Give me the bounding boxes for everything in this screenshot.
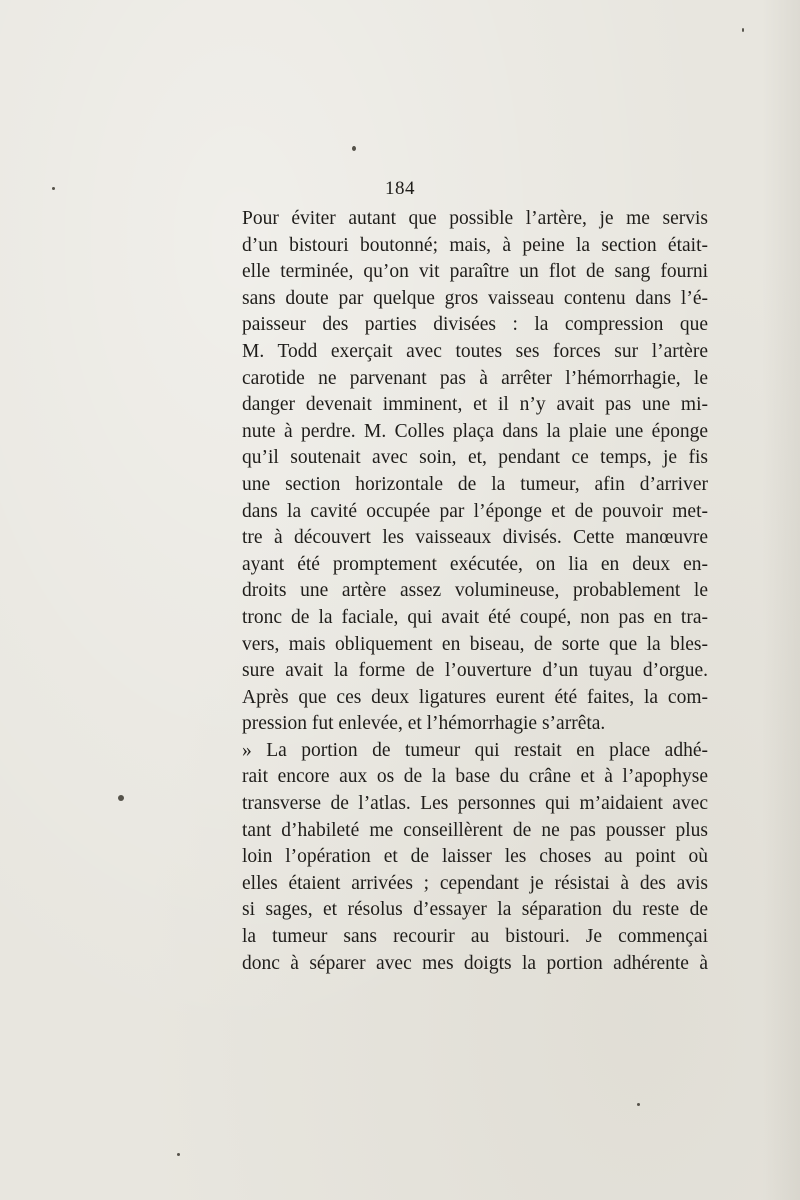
text-line: pression fut enlevée, et l’hémorrhagie s’arrêta. [242, 713, 606, 735]
paper-speck [52, 187, 55, 190]
text-line: donc à séparer avec mes doigts la portion adhérente à [242, 952, 708, 974]
text-line: danger devenait imminent, et il n’y avait pas une mi- [242, 394, 708, 416]
text-line: tant d’habileté me conseillèrent de ne pas pousser plus [242, 819, 708, 841]
paper-speck [637, 1103, 640, 1106]
text-line: elles étaient arrivées ; cependant je résistai à des avis [242, 872, 708, 894]
paper-speck [177, 1153, 180, 1156]
paper-speck [742, 28, 744, 32]
text-line: nute à perdre. M. Colles plaça dans la plaie une éponge [242, 420, 708, 442]
text-line: Après que ces deux ligatures eurent été faites, la com- [242, 686, 708, 708]
text-line: d’un bistouri boutonné; mais, à peine la section était- [242, 234, 708, 256]
text-line: transverse de l’atlas. Les personnes qui m’aidaient avec [242, 793, 708, 815]
text-line: si sages, et résolus d’essayer la séparation du reste de [242, 899, 708, 921]
text-line: tronc de la faciale, qui avait été coupé, non pas en tra- [242, 606, 708, 628]
page-number: 184 [385, 178, 415, 199]
text-line: carotide ne parvenant pas à arrêter l’hémorrhagie, le [242, 367, 708, 389]
text-line: ayant été promptement exécutée, on lia en deux en- [242, 553, 708, 575]
text-line: dans la cavité occupée par l’éponge et de pouvoir met- [242, 500, 708, 522]
text-line: la tumeur sans recourir au bistouri. Je commençai [242, 926, 708, 948]
text-line: Pour éviter autant que possible l’artère, je me servis [242, 208, 708, 229]
text-line: une section horizontale de la tumeur, afin d’arriver [242, 473, 708, 495]
paper-speck [118, 795, 124, 801]
text-line: qu’il soutenait avec soin, et, pendant ce temps, je fis [242, 447, 708, 469]
text-line: loin l’opération et de laisser les choses au point où [242, 846, 708, 868]
text-line: sans doute par quelque gros vaisseau contenu dans l’é- [242, 287, 708, 309]
text-line: M. Todd exerçait avec toutes ses forces sur l’artère [242, 340, 708, 362]
text-line: sure avait la forme de l’ouverture d’un tuyau d’orgue. [242, 660, 708, 682]
body-text [242, 206, 708, 977]
paper-speck [352, 146, 356, 151]
text-line: paisseur des parties divisées : la compression que [242, 314, 708, 336]
text-line: rait encore aux os de la base du crâne et à l’apophyse [242, 766, 708, 788]
text-line: vers, mais obliquement en biseau, de sorte que la bles- [242, 633, 708, 655]
text-line: droits une artère assez volumineuse, probablement le [242, 580, 708, 602]
text-line: » La portion de tumeur qui restait en place adhé- [242, 739, 708, 761]
text-line: tre à découvert les vaisseaux divisés. Cette manœuvre [242, 527, 708, 549]
text-line: elle terminée, qu’on vit paraître un flot de sang fourni [242, 261, 708, 283]
